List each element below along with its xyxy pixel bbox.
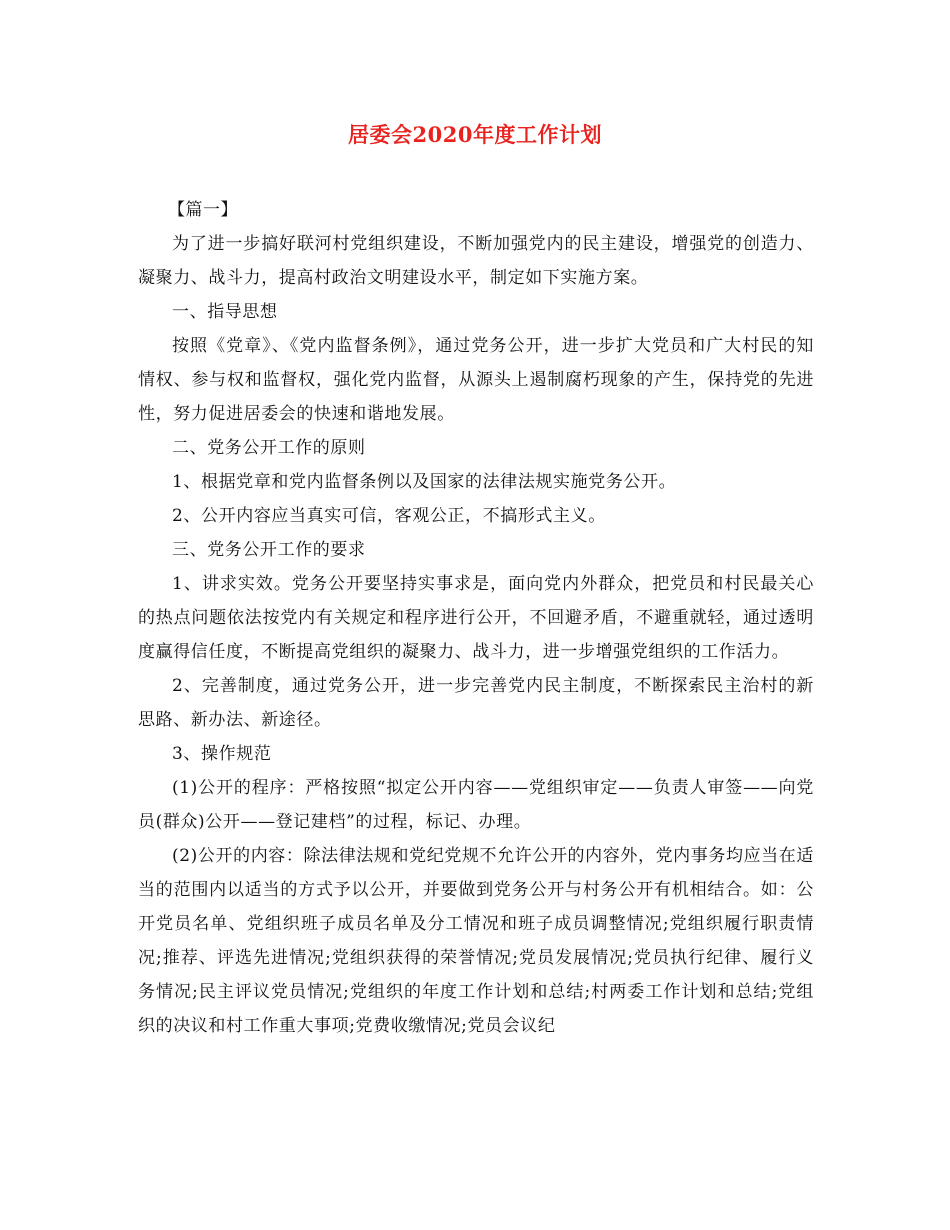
document-title: 居委会2020年度工作计划 [348, 122, 602, 147]
procedure-paragraph: (1)公开的程序：严格按照“拟定公开内容——党组织审定——负责人审签——向党员(群众)公开——登记建档”的过程，标记、办理。 [138, 778, 814, 832]
requirement-item-2: 2、完善制度，通过党务公开，进一步完善党内民主制度，不断探索民主治村的新思路、新办法、新途径。 [138, 676, 814, 730]
requirement-item-1: 1、讲求实效。党务公开要坚持实事求是，面向党内外群众，把党员和村民最关心的热点问题依法按党内有关规定和程序进行公开，不回避矛盾，不避重就轻，通过透明度赢得信任度，不断提高党组织的凝聚力、战斗力，进一步增强党组织的工作活力。 [138, 574, 814, 662]
heading-principles: 二、党务公开工作的原则 [172, 438, 366, 458]
section-tag: 【篇一】 [168, 200, 238, 220]
document-body [138, 193, 814, 1043]
heading-guiding-thought: 一、指导思想 [172, 302, 278, 322]
intro-paragraph: 为了进一步搞好联河村党组织建设，不断加强党内的民主建设，增强党的创造力、凝聚力、战斗力，提高村政治文明建设水平，制定如下实施方案。 [138, 234, 814, 288]
heading-requirements: 三、党务公开工作的要求 [172, 540, 366, 560]
paragraph-guiding-thought: 按照《党章》、《党内监督条例》，通过党务公开，进一步扩大党员和广大村民的知情权、参与权和监督权，强化党内监督，从源头上遏制腐朽现象的产生，保持党的先进性，努力促进居委会的快速和谐地发展。 [138, 336, 814, 424]
principle-item-2: 2、公开内容应当真实可信，客观公正，不搞形式主义。 [172, 506, 606, 526]
content-paragraph: (2)公开的内容：除法律法规和党纪党规不允许公开的内容外，党内事务均应当在适当的范围内以适当的方式予以公开，并要做到党务公开与村务公开有机相结合。如：公开党员名单、党组织班子成员名单及分工情况和班子成员调整情况;党组织履行职责情况;推荐、评选先进情况;党组织获得的荣誉情况;党员发展情况;党员执行纪律、履行义务情况;民主评议党员情况;党组织的年度工作计划和总结;村两委工作计划和总结;党组织的决议和村工作重大事项;党费收缴情况;党员会议纪 [138, 846, 814, 1036]
requirement-item-3: 3、操作规范 [172, 744, 272, 764]
principle-item-1: 1、根据党章和党内监督条例以及国家的法律法规实施党务公开。 [172, 472, 677, 492]
